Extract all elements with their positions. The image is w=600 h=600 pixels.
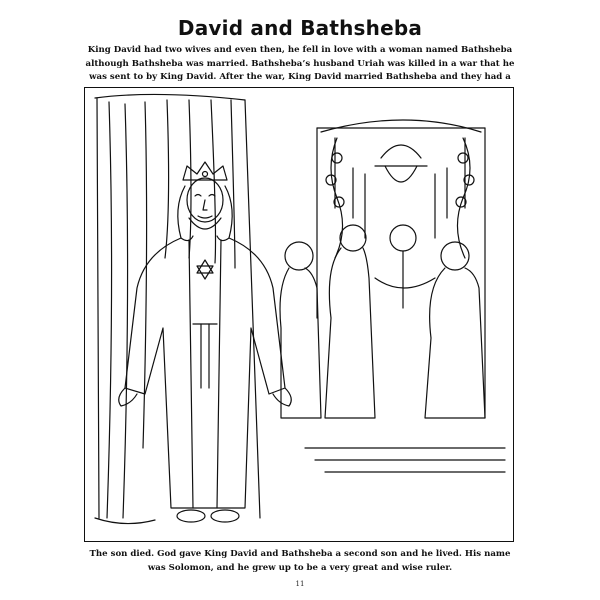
garden-doorway-drawing	[305, 120, 505, 472]
page-number: 11	[295, 580, 305, 588]
king-david-drawing	[119, 162, 292, 522]
line-art-drawing	[85, 88, 515, 543]
intro-paragraph: King David had two wives and even then, he fell in love with a woman named Bathsheba although Bathsheba was married. Bathsheba’s husband Uriah was killed in a war that he was sent to by King David. After the war, King David married Bathsheba and they had a	[85, 45, 515, 82]
page-title: David and Bathsheba	[177, 16, 423, 40]
coloring-illustration	[84, 87, 514, 542]
coloring-page	[78, 0, 522, 600]
closing-paragraph: The son died. God gave King David and Bathsheba a second son and he lived. His name was Solomon, and he grew up to be a very great and wise ruler.	[89, 549, 511, 573]
curtain-drawing	[95, 94, 260, 523]
women-attendants-drawing	[280, 225, 485, 418]
